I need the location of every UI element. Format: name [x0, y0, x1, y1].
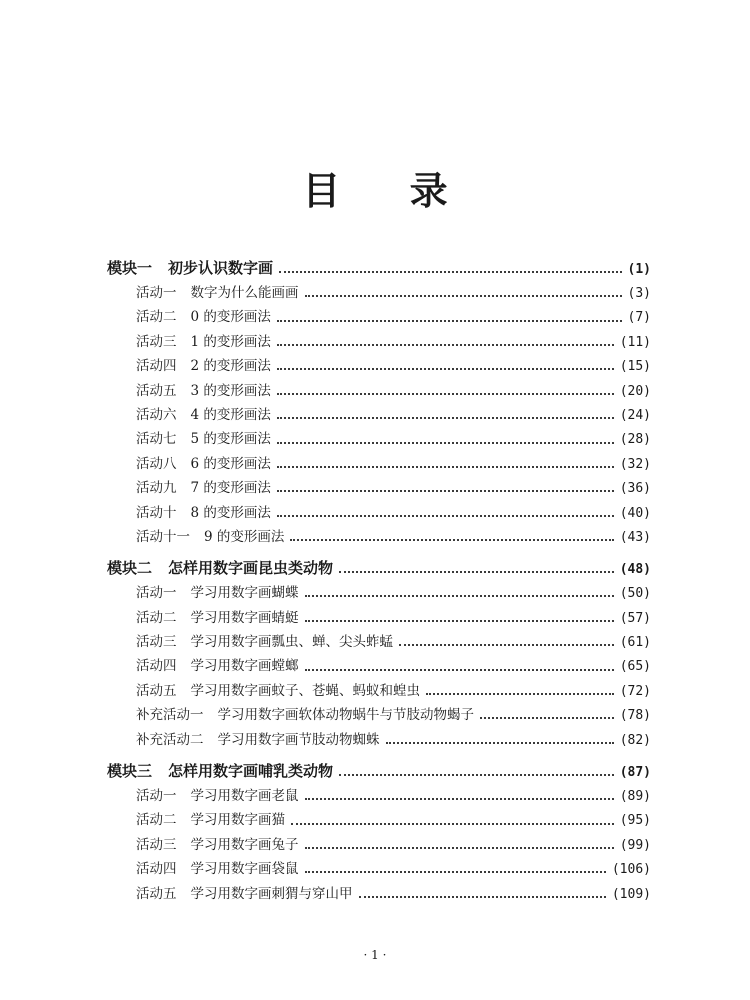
entry-title: 学习用数字画瓢虫、蝉、尖头蚱蜢: [190, 634, 393, 651]
entry-number: 活动五: [136, 885, 177, 902]
entry-number: 活动四: [136, 658, 177, 675]
page-number: · 1 ·: [363, 948, 387, 962]
dot-leader: [359, 896, 606, 898]
entry-page: (87): [619, 765, 651, 781]
entry-title: 5 的变形画法: [190, 431, 271, 448]
dot-leader: [291, 823, 614, 825]
toc-module: [107, 760, 651, 906]
entry-number: 活动十: [136, 504, 177, 521]
activity-entry: [107, 403, 651, 427]
entry-number: 活动五: [136, 382, 177, 399]
entry-title: 1 的变形画法: [190, 333, 271, 350]
entry-title: 2 的变形画法: [190, 358, 271, 375]
activity-entry: [107, 808, 651, 832]
dot-leader: [277, 515, 614, 517]
entry-title: 9 的变形画法: [204, 528, 285, 545]
entry-number: 补充活动一: [136, 707, 204, 724]
entry-number: 活动七: [136, 431, 177, 448]
entry-page: (1): [627, 262, 651, 277]
dot-leader: [305, 798, 614, 800]
activity-entry: [107, 281, 651, 305]
dot-leader: [399, 644, 614, 646]
entry-title: 数字为什么能画画: [190, 285, 299, 301]
module-heading: [107, 760, 651, 784]
entry-title: 3 的变形画法: [190, 382, 271, 399]
entry-number: 活动一: [136, 585, 177, 602]
dot-leader: [277, 466, 614, 468]
entry-page: (11): [619, 334, 651, 350]
entry-number: 活动六: [136, 406, 177, 423]
activity-entry: [107, 630, 651, 654]
dot-leader: [277, 368, 614, 370]
entry-title: 0 的变形画法: [190, 309, 271, 326]
entry-title: 学习用数字画蜻蜓: [190, 609, 299, 626]
dot-leader: [305, 669, 614, 671]
entry-title: 4 的变形画法: [190, 406, 271, 423]
module-heading: [107, 257, 651, 281]
entry-number: 模块一: [107, 259, 153, 277]
dot-leader: [277, 344, 614, 346]
dot-leader: [277, 320, 622, 322]
entry-title: 学习用数字画袋鼠: [190, 861, 299, 878]
dot-leader: [305, 847, 614, 849]
activity-entry: [107, 784, 651, 808]
activity-entry: [107, 379, 651, 403]
activity-entry: [107, 525, 651, 549]
entry-title: 学习用数字画蝴蝶: [190, 585, 299, 602]
dot-leader: [277, 442, 614, 444]
dot-leader: [305, 871, 606, 873]
page-title: 目 录: [302, 169, 476, 213]
entry-page: (106): [611, 862, 651, 878]
module-heading: [107, 557, 651, 581]
entry-number: 补充活动二: [136, 731, 204, 748]
entry-number: 活动三: [136, 836, 177, 853]
dot-leader: [279, 271, 621, 273]
activity-entry: [107, 703, 651, 727]
entry-title: 学习用数字画蚊子、苍蝇、蚂蚁和蝗虫: [190, 682, 420, 699]
entry-title: 学习用数字画节肢动物蜘蛛: [217, 731, 380, 748]
entry-title: 学习用数字画螳螂: [190, 658, 299, 675]
entry-number: 活动三: [136, 634, 177, 651]
entry-title: 学习用数字画软体动物蜗牛与节肢动物蝎子: [217, 707, 474, 724]
dot-leader: [339, 774, 614, 776]
entry-page: (65): [619, 659, 651, 675]
dot-leader: [426, 693, 614, 695]
entry-number: 活动一: [136, 285, 177, 301]
dot-leader: [480, 717, 614, 719]
dot-leader: [277, 393, 614, 395]
activity-entry: [107, 330, 651, 354]
entry-page: (61): [619, 635, 651, 651]
entry-number: 活动八: [136, 455, 177, 472]
entry-page: (57): [619, 610, 651, 626]
activity-entry: [107, 452, 651, 476]
entry-page: (109): [611, 886, 651, 902]
activity-entry: [107, 728, 651, 752]
entry-title: 8 的变形画法: [190, 504, 271, 521]
table-of-contents: [107, 257, 651, 914]
activity-entry: [107, 427, 651, 451]
entry-page: (43): [619, 529, 651, 545]
entry-title: 怎样用数字画哺乳类动物: [168, 762, 334, 781]
entry-number: 活动二: [136, 309, 177, 326]
toc-module: [107, 557, 651, 752]
entry-title: 7 的变形画法: [190, 480, 271, 497]
entry-title: 6 的变形画法: [190, 455, 271, 472]
activity-entry: [107, 833, 651, 857]
entry-page: (50): [619, 586, 651, 602]
entry-page: (40): [619, 505, 651, 521]
activity-entry: [107, 679, 651, 703]
entry-title: 学习用数字画老鼠: [190, 788, 299, 805]
dot-leader: [290, 539, 613, 541]
entry-page: (36): [619, 481, 651, 497]
activity-entry: [107, 654, 651, 678]
entry-page: (15): [619, 359, 651, 375]
entry-number: 模块三: [107, 762, 153, 781]
entry-page: (48): [619, 562, 651, 578]
activity-entry: [107, 501, 651, 525]
dot-leader: [305, 295, 622, 297]
entry-number: 活动三: [136, 333, 177, 350]
entry-title: 怎样用数字画昆虫类动物: [168, 559, 334, 578]
entry-number: 活动五: [136, 682, 177, 699]
entry-page: (20): [619, 383, 651, 399]
entry-title: 学习用数字画刺猬与穿山甲: [190, 885, 353, 902]
dot-leader: [305, 620, 614, 622]
activity-entry: [107, 857, 651, 881]
entry-number: 活动十一: [136, 528, 190, 545]
dot-leader: [305, 595, 614, 597]
entry-page: (95): [619, 813, 651, 829]
activity-entry: [107, 354, 651, 378]
entry-title: 学习用数字画兔子: [190, 836, 299, 853]
dot-leader: [339, 571, 614, 573]
dot-leader: [277, 490, 614, 492]
entry-page: (3): [627, 286, 651, 301]
entry-number: 活动四: [136, 861, 177, 878]
entry-page: (7): [627, 310, 651, 326]
entry-page: (82): [619, 732, 651, 748]
activity-entry: [107, 606, 651, 630]
entry-page: (78): [619, 708, 651, 724]
entry-page: (99): [619, 837, 651, 853]
dot-leader: [386, 742, 614, 744]
entry-page: (72): [619, 683, 651, 699]
entry-title: 学习用数字画猫: [190, 812, 285, 829]
entry-title: 初步认识数字画: [168, 259, 274, 277]
entry-number: 活动四: [136, 358, 177, 375]
entry-number: 活动二: [136, 812, 177, 829]
activity-entry: [107, 476, 651, 500]
entry-number: 活动一: [136, 788, 177, 805]
entry-page: (28): [619, 432, 651, 448]
activity-entry: [107, 581, 651, 605]
toc-module: [107, 257, 651, 549]
entry-page: (89): [619, 789, 651, 805]
activity-entry: [107, 882, 651, 906]
entry-page: (24): [619, 407, 651, 423]
activity-entry: [107, 305, 651, 329]
dot-leader: [277, 417, 614, 419]
entry-number: 活动九: [136, 480, 177, 497]
entry-page: (32): [619, 456, 651, 472]
entry-number: 模块二: [107, 559, 153, 578]
entry-number: 活动二: [136, 609, 177, 626]
